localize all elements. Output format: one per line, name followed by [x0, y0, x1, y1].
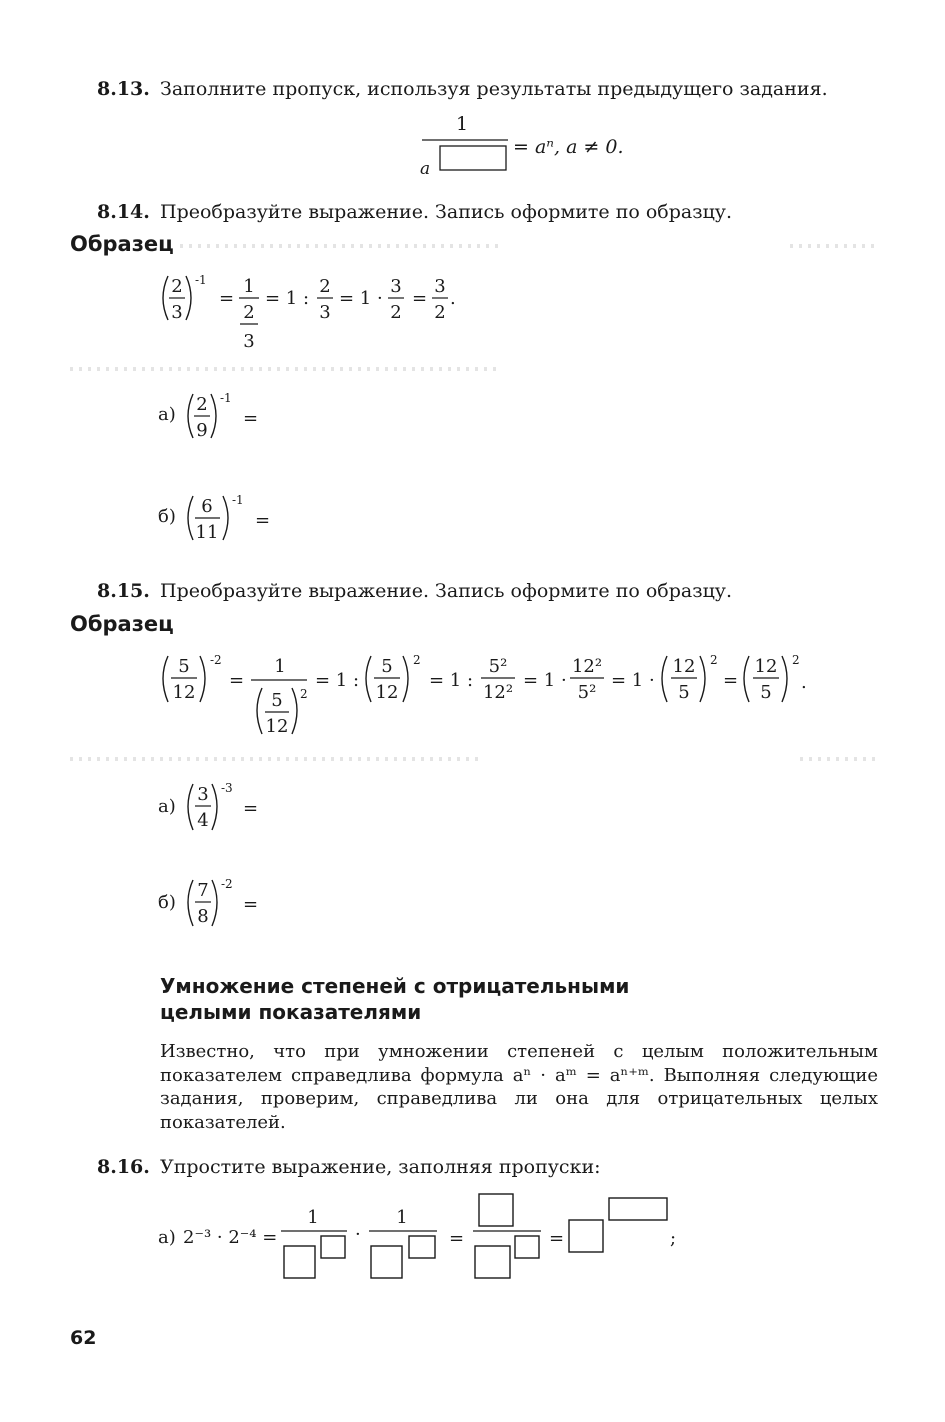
svg-text:1: 1	[396, 1207, 408, 1228]
sample-8-14-formula	[155, 270, 475, 360]
task-8-14-item-b	[155, 490, 285, 550]
section-title-line-2: целыми показателями	[160, 1000, 422, 1024]
svg-text:а): а)	[158, 796, 176, 817]
svg-text:б): б)	[158, 506, 176, 527]
svg-text:-2: -2	[221, 877, 233, 891]
task-8-14-text: Преобразуйте выражение. Запись оформите по образцу.	[160, 201, 733, 223]
svg-text:-2: -2	[210, 653, 222, 667]
blank-box[interactable]	[284, 1246, 315, 1278]
svg-text:2: 2	[319, 276, 331, 297]
svg-text:12: 12	[754, 656, 778, 677]
svg-text:-3: -3	[221, 781, 233, 795]
svg-text:;: ;	[670, 1228, 677, 1249]
answer-blank-box[interactable]	[440, 146, 506, 170]
task-8-15-item-b	[155, 874, 275, 934]
svg-text:2⁻³ · 2⁻⁴ =: 2⁻³ · 2⁻⁴ =	[183, 1227, 278, 1248]
page-number: 62	[70, 1327, 97, 1349]
svg-text:= 1 :: = 1 :	[265, 288, 310, 309]
svg-text:11: 11	[195, 522, 219, 543]
task-8-13-number: 8.13.	[97, 78, 150, 100]
svg-text:5: 5	[678, 682, 690, 703]
svg-text:7: 7	[197, 880, 209, 901]
svg-text:6: 6	[201, 496, 213, 517]
task-8-15-item-a	[155, 778, 275, 838]
svg-text:=: =	[723, 670, 739, 691]
blank-box-numerator[interactable]	[479, 1194, 513, 1226]
task-8-16-text: Упростите выражение, заполняя пропуски:	[160, 1156, 601, 1178]
svg-text:= 1 ·: = 1 ·	[523, 670, 567, 691]
scan-noise	[70, 757, 480, 761]
svg-text:3: 3	[171, 302, 183, 323]
svg-text:-1: -1	[232, 493, 244, 507]
svg-text:5: 5	[760, 682, 772, 703]
blank-box[interactable]	[371, 1246, 402, 1278]
svg-text:3: 3	[319, 302, 331, 323]
task-8-16-number: 8.16.	[97, 1156, 150, 1178]
scan-noise	[180, 244, 500, 248]
svg-text:=: =	[449, 1228, 465, 1249]
svg-text:2: 2	[390, 302, 402, 323]
svg-text:5²: 5²	[488, 656, 508, 677]
svg-text:3: 3	[434, 276, 446, 297]
svg-text:12²: 12²	[482, 682, 514, 703]
svg-text:1: 1	[274, 656, 286, 677]
svg-text:·: ·	[355, 1224, 361, 1245]
task-8-13-formula	[400, 110, 660, 180]
formula-rhs: = aⁿ, a ≠ 0.	[513, 136, 624, 158]
scan-noise	[790, 244, 880, 248]
blank-box-base[interactable]	[569, 1220, 603, 1252]
svg-text:а): а)	[158, 1227, 176, 1248]
svg-text:1: 1	[307, 1207, 319, 1228]
svg-text:=: =	[549, 1228, 565, 1249]
svg-text:2: 2	[710, 653, 718, 667]
svg-text:2: 2	[171, 276, 183, 297]
svg-text:2: 2	[792, 653, 800, 667]
svg-text:.: .	[450, 288, 456, 309]
svg-text:= 1 :: = 1 :	[315, 670, 360, 691]
svg-text:5: 5	[178, 656, 190, 677]
svg-text:=: =	[229, 670, 245, 691]
svg-text:2: 2	[413, 653, 421, 667]
task-8-15-text: Преобразуйте выражение. Запись оформите по образцу.	[160, 580, 733, 602]
blank-box-exponent[interactable]	[515, 1236, 539, 1258]
task-8-15-number: 8.15.	[97, 580, 150, 602]
svg-text:= 1 :: = 1 :	[429, 670, 474, 691]
section-title-line-1: Умножение степеней с отрицательными	[160, 974, 630, 998]
blank-box-exponent[interactable]	[409, 1236, 435, 1258]
svg-text:4: 4	[197, 810, 209, 831]
svg-text:12: 12	[172, 682, 196, 703]
sample-label: Образец	[70, 232, 174, 256]
svg-text:12: 12	[265, 716, 289, 737]
scan-noise	[70, 367, 500, 371]
task-8-16-item-a	[155, 1188, 715, 1288]
formula-numerator: 1	[455, 113, 469, 135]
scan-noise	[800, 757, 875, 761]
svg-text:.: .	[801, 672, 807, 693]
svg-text:б): б)	[158, 892, 176, 913]
svg-text:=: =	[243, 798, 259, 819]
svg-text:-1: -1	[220, 391, 232, 405]
blank-box[interactable]	[475, 1246, 510, 1278]
svg-text:=: =	[255, 510, 271, 531]
svg-text:2: 2	[243, 302, 255, 323]
svg-text:12: 12	[672, 656, 696, 677]
blank-box-exponent[interactable]	[609, 1198, 667, 1220]
svg-text:3: 3	[390, 276, 402, 297]
task-8-13-text: Заполните пропуск, используя результаты предыдущего задания.	[160, 78, 828, 100]
task-8-14-item-a	[155, 388, 275, 448]
svg-text:9: 9	[196, 420, 208, 441]
formula-base: a	[420, 159, 431, 179]
svg-text:3: 3	[243, 331, 255, 352]
svg-text:= 1 ·: = 1 ·	[339, 288, 383, 309]
svg-text:2: 2	[300, 687, 308, 701]
svg-text:=: =	[412, 288, 428, 309]
svg-text:2: 2	[196, 394, 208, 415]
sample-label: Образец	[70, 612, 174, 636]
svg-text:5: 5	[271, 690, 283, 711]
svg-text:2: 2	[434, 302, 446, 323]
section-title	[160, 973, 629, 1025]
svg-text:-1: -1	[195, 273, 207, 287]
svg-text:а): а)	[158, 404, 176, 425]
svg-text:=: =	[219, 288, 235, 309]
svg-text:1: 1	[243, 276, 255, 297]
svg-text:5: 5	[381, 656, 393, 677]
section-paragraph: Известно, что при умножении степеней с целым положительным показателем справедлива формула aⁿ · aᵐ = aⁿ⁺ᵐ. Выполняя следующие задания, проверим, справедлива ли она для отрицательных целых показателей.	[160, 1041, 878, 1133]
svg-text:12: 12	[375, 682, 399, 703]
svg-text:5²: 5²	[577, 682, 597, 703]
svg-text:=: =	[243, 894, 259, 915]
blank-box-exponent[interactable]	[321, 1236, 345, 1258]
task-8-14-number: 8.14.	[97, 201, 150, 223]
svg-text:3: 3	[197, 784, 209, 805]
svg-text:12²: 12²	[571, 656, 603, 677]
sample-8-15-formula	[155, 648, 825, 748]
svg-text:= 1 ·: = 1 ·	[611, 670, 655, 691]
svg-text:8: 8	[197, 906, 209, 927]
svg-text:=: =	[243, 408, 259, 429]
